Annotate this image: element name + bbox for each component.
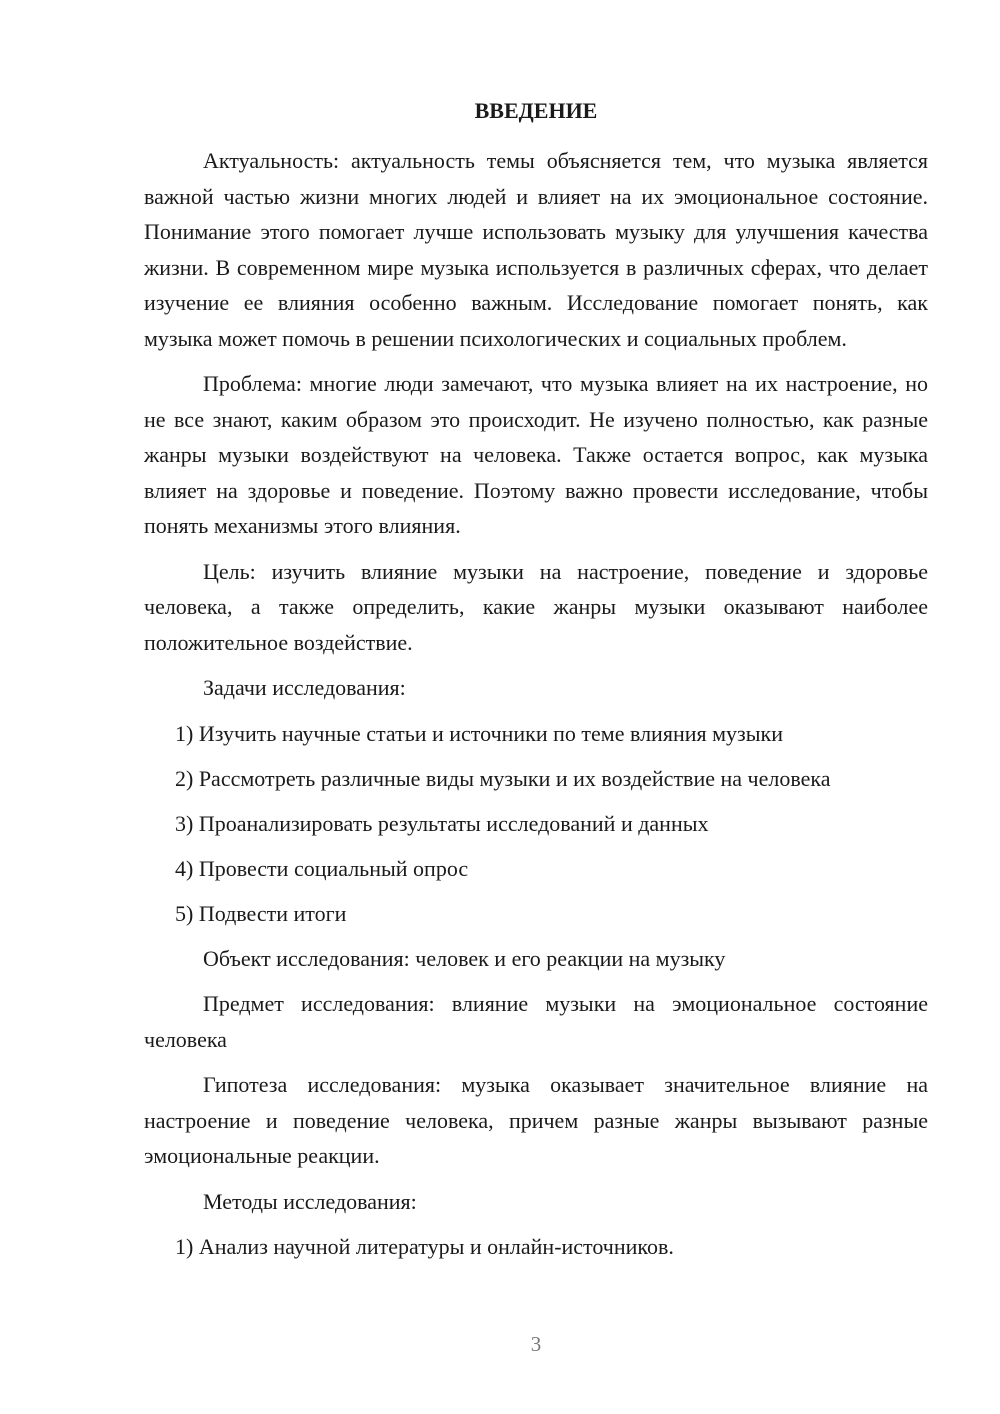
goal-paragraph: Цель: изучить влияние музыки на настроение, поведение и здоровье человека, а также определить, какие жанры музыки оказывают наиболее положительное воздействие. [144,558,928,655]
object-paragraph: Объект исследования: человек и его реакции на музыку [203,945,726,971]
list-item: 4) Провести социальный опрос [175,855,469,881]
methods-list [144,1229,928,1265]
methods-heading: Методы исследования: [203,1188,417,1214]
list-item: 3) Проанализировать результаты исследований и данных [175,810,709,836]
relevance-paragraph: Актуальность: актуальность темы объясняется тем, что музыка является важной частью жизни многих людей и влияет на их эмоциональное состояние. Понимание этого помогает лучше использовать музыку для улучшения качества жизни. В современном мире музыка используется в различных сферах, что делает изучение ее влияния особенно важным. Исследование помогает понять, как музыка может помочь в решении психологических и социальных проблем. [144,148,928,351]
tasks-heading: Задачи исследования: [203,675,406,700]
page-body [144,143,928,1274]
tasks-list [144,716,928,932]
hypothesis-paragraph: Гипотеза исследования: музыка оказывает значительное влияние на настроение и поведение человека, причем разные жанры вызывают разные эмоциональные реакции. [144,1072,928,1168]
problem-paragraph: Проблема: многие люди замечают, что музыка влияет на их настроение, но не все знают, каким образом это происходит. Не изучено полностью, как разные жанры музыки воздействуют на человека. Также остается вопрос, как музыка влияет на здоровье и поведение. Поэтому важно провести исследование, чтобы понять механизмы этого влияния. [144,371,928,538]
page-title: ВВЕДЕНИЕ [474,98,598,123]
list-item: 5) Подвести итоги [175,900,347,926]
list-item: 1) Изучить научные статьи и источники по теме влияния музыки [175,720,783,746]
subject-paragraph: Предмет исследования: влияние музыки на эмоциональное состояние человека [144,991,928,1052]
list-item: 1) Анализ научной литературы и онлайн-источников. [175,1234,674,1259]
list-item: 2) Рассмотреть различные виды музыки и их воздействие на человека [175,765,831,791]
page-number: 3 [530,1332,542,1356]
